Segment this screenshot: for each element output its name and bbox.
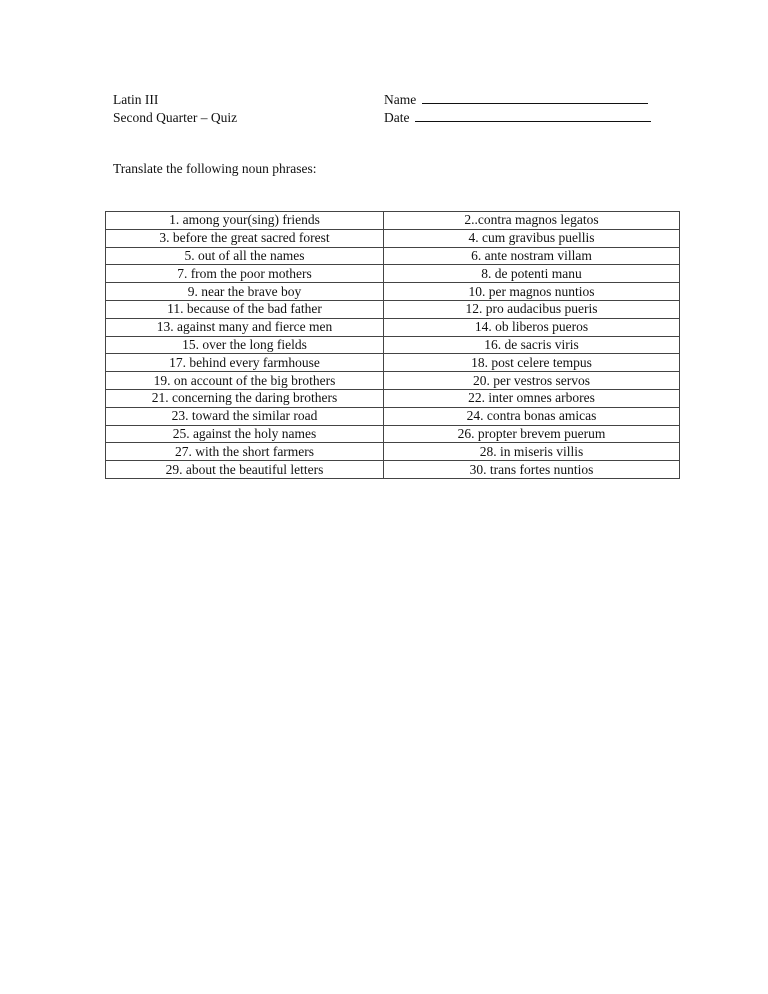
english-phrase: 21. concerning the daring brothers [106, 389, 384, 407]
student-info [384, 91, 651, 126]
table-row [106, 461, 680, 479]
quiz-title: Second Quarter – Quiz [113, 109, 238, 125]
date-blank-line [415, 109, 651, 122]
table-row [106, 354, 680, 372]
course-header [113, 91, 237, 126]
latin-phrase: 28. in miseris villis [384, 443, 680, 461]
latin-phrase: 24. contra bonas amicas [384, 407, 680, 425]
english-phrase: 3. before the great sacred forest [106, 229, 384, 247]
latin-phrase: 6. ante nostram villam [384, 247, 680, 265]
latin-phrase: 10. per magnos nuntios [384, 283, 680, 301]
english-phrase: 11. because of the bad father [106, 300, 384, 318]
course-title: Latin III [113, 92, 159, 107]
latin-phrase: 22. inter omnes arbores [384, 389, 680, 407]
instructions: Translate the following noun phrases: [113, 161, 317, 176]
table-row [106, 247, 680, 265]
latin-phrase: 4. cum gravibus puellis [384, 229, 680, 247]
name-blank-line [422, 91, 648, 104]
english-phrase: 9. near the brave boy [106, 283, 384, 301]
english-phrase: 23. toward the similar road [106, 407, 384, 425]
latin-phrase: 14. ob liberos pueros [384, 318, 680, 336]
english-phrase: 1. among your(sing) friends [106, 212, 384, 230]
latin-phrase: 26. propter brevem puerum [384, 425, 680, 443]
name-label: Name [384, 92, 417, 107]
english-phrase: 15. over the long fields [106, 336, 384, 354]
name-row [384, 91, 651, 109]
table-row [106, 407, 680, 425]
latin-phrase: 2..contra magnos legatos [384, 212, 680, 230]
phrases-table [105, 211, 680, 479]
latin-phrase: 16. de sacris viris [384, 336, 680, 354]
latin-phrase: 12. pro audacibus pueris [384, 300, 680, 318]
latin-phrase: 18. post celere tempus [384, 354, 680, 372]
table-row [106, 336, 680, 354]
english-phrase: 5. out of all the names [106, 247, 384, 265]
table-row [106, 443, 680, 461]
english-phrase: 13. against many and fierce men [106, 318, 384, 336]
table-row [106, 425, 680, 443]
latin-phrase: 30. trans fortes nuntios [384, 461, 680, 479]
table-row [106, 372, 680, 390]
date-row [384, 109, 651, 127]
latin-phrase: 8. de potenti manu [384, 265, 680, 283]
table-row [106, 265, 680, 283]
phrases-table-body [106, 212, 680, 479]
table-row [106, 300, 680, 318]
english-phrase: 25. against the holy names [106, 425, 384, 443]
english-phrase: 17. behind every farmhouse [106, 354, 384, 372]
latin-phrase: 20. per vestros servos [384, 372, 680, 390]
english-phrase: 7. from the poor mothers [106, 265, 384, 283]
table-row [106, 229, 680, 247]
table-row [106, 212, 680, 230]
english-phrase: 19. on account of the big brothers [106, 372, 384, 390]
table-row [106, 283, 680, 301]
table-row [106, 318, 680, 336]
english-phrase: 27. with the short farmers [106, 443, 384, 461]
english-phrase: 29. about the beautiful letters [106, 461, 384, 479]
date-label: Date [384, 109, 410, 125]
table-row [106, 389, 680, 407]
